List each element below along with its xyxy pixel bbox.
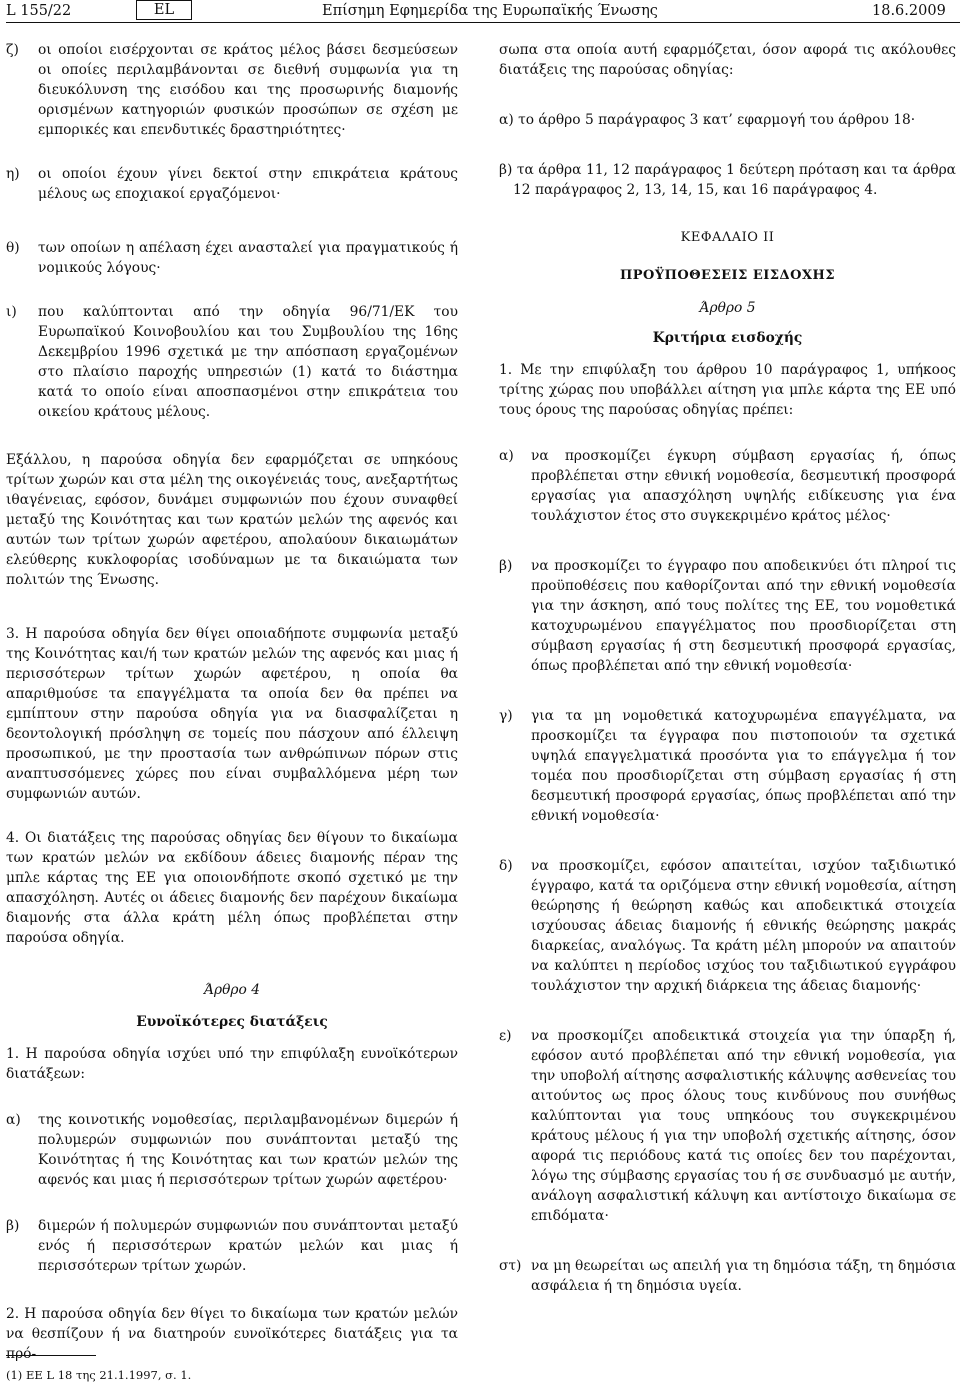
list-item-eta: η) οι οποίοι έχουν γίνει δεκτοί στην επικράτεια κράτους μέλους ως εποχιακοί εργαζόμενοι· (6, 166, 458, 202)
criterion-alpha: α) να προσκομίζει έγκυρη σύμβαση εργασίας ή, όπως προβλέπεται στην εθνική νομοθεσία, δεσμευτική προσφορά εργασίας για απασχόληση υψηλής ειδίκευσης για ένα τουλάχιστον έτος στο συγκεκριμένο κράτος μέλος· (499, 448, 956, 524)
article-5-number: Άρθρο 5 (699, 300, 756, 316)
left-column (6, 40, 458, 1386)
language-badge: EL (136, 0, 192, 20)
page-reference: L 155/22 (6, 3, 72, 19)
criterion-beta: β) να προσκομίζει το έγγραφο που αποδεικνύει ότι πληροί τις προϋποθέσεις που καθορίζονται από την εθνική νομοθεσία για την άσκηση, από τους πολίτες της ΕΕ, του νομοθετικά κατοχυρωμένου επαγγέλματος που προσδιορίζεται στη σύμβαση εργασίας ή στη δεσμευτική προσφορά εργασίας, όπως προβλέπεται από την εθνική νομοθεσία· (499, 558, 956, 674)
paragraph-4: 4. Οι διατάξεις της παρούσας οδηγίας δεν θίγουν το δικαίωμα των κρατών μελών να εκδίδουν άδειες διαμονής πέραν της μπλε κάρτας της ΕΕ για οποιονδήποτε σκοπό σχετικό με την απασχόληση. Αυτές οι άδειες διαμονής δεν παρέχουν δικαίωμα διαμονής στα άλλα κράτη μέλη όπως προβλέπεται στην παρούσα οδηγία. (6, 830, 458, 946)
header-rule (6, 22, 960, 23)
list-item-alpha: α) της κοινοτικής νομοθεσίας, περιλαμβανομένων διμερών ή πολυμερών συμφωνιών που συνάπτονται μεταξύ της Κοινότητας ή της Κοινότητας και των κρατών μελών της αφενός και μιας ή περισσότερων τρίτων χωρών αφετέρου· (6, 1112, 458, 1188)
publication-date: 18.6.2009 (872, 3, 946, 19)
paragraph-5-1: 1. Με την επιφύλαξη του άρθρου 10 παράγραφος 1, υπήκοος τρίτης χώρας που υποβάλλει αίτηση για μπλε κάρτα της ΕΕ υπό τους όρους της παρούσας οδηγίας πρέπει: (499, 362, 956, 418)
criterion-gamma: γ) για τα μη νομοθετικά κατοχυρωμένα επαγγέλματα, να προσκομίζει τα έγγραφα που πιστοποιούν τα σχετικά υψηλά επαγγελματικά προσόντα για το επάγγελμα ή τον τομέα που προσδιορίζεται στη σύμβαση εργασίας ή στη δεσμευτική προσφορά εργασίας, όπως προβλέπεται από την εθνική νομοθεσία· (499, 708, 956, 824)
list-item-iota: ι) που καλύπτονται από την οδηγία 96/71/ΕΚ του Ευρωπαϊκού Κοινοβουλίου και του Συμβουλίου της 16ης Δεκεμβρίου 1996 σχετικά με την απόσπαση εργαζομένων στο πλαίσιο παροχής υπηρεσιών (1) κατά το διάστημα κατά το οποίο είναι αποσπασμένοι στην επικράτεια του οικείου κράτους μέλους. (6, 304, 458, 420)
list-item-beta: β) διμερών ή πολυμερών συμφωνιών που συνάπτονται μεταξύ ενός ή περισσότερων κρατών μελών και μιας ή περισσότερων τρίτων χωρών. (6, 1218, 458, 1274)
continuation-text: σωπα στα οποία αυτή εφαρμόζεται, όσον αφορά τις ακόλουθες διατάξεις της παρούσας οδηγίας: (499, 42, 956, 78)
chapter-number: ΚΕΦΑΛΑΙΟ ΙΙ (680, 230, 775, 245)
list-item-zeta: ζ) οι οποίοι εισέρχονται σε κράτος μέλος βάσει δεσμεύσεων οι οποίες περιλαμβάνονται σε διεθνή συμφωνία για τη διευκόλυνση της εισόδου και της προσωρινής διαμονής ορισμένων κατηγοριών φυσικών προσώπων σε σχέση με εμπορικές και επενδυτικές δραστηριότητες· (6, 42, 458, 138)
list-item-theta: θ) των οποίων η απέλαση έχει ανασταλεί για πραγματικούς ή νομικούς λόγους· (6, 240, 458, 276)
footnote-text: ΕΕ L 18 της 21.1.1997, σ. 1. (25, 1368, 192, 1382)
criterion-epsilon: ε) να προσκομίζει αποδεικτικά στοιχεία για την ύπαρξη ή, εφόσον αυτό προβλέπεται από την εθνική νομοθεσία, για την υποβολή αίτησης ασφαλιστικής κάλυψης ασθενείας του αιτούντος ως προς όλους τους κινδύνους που συνήθως καλύπτονται για τους υπηκόους του συγκεκριμένου κράτους μέλους ή για την υποβολή σχετικής αίτησης, όσον αφορά τις περιόδους κατά τις οποίες δεν του παρέχονται, λόγω της σύμβασης εργασίας του ή σε συνδυασμό με αυτήν, ανάλογη ασφαλιστική κάλυψη και αντίστοιχο δικαίωμα σε επιδόματα· (499, 1028, 956, 1224)
provision-b: β) τα άρθρα 11, 12 παράγραφος 1 δεύτερη πρόταση και τα άρθρα 12 παράγραφος 2, 13, 14, 15, και 16 παράγραφος 4. (499, 162, 956, 198)
paragraph-3: 3. Η παρούσα οδηγία δεν θίγει οποιαδήποτε συμφωνία μεταξύ της Κοινότητας και/ή των κρατών μελών της αφενός και μιας ή περισσότερων τρίτων χωρών αφετέρου, η οποία θα απαριθμούσε τα επαγγέλματα τα οποία δεν θα πρέπει να εμπίπτουν στην παρούσα οδηγία για να διασφαλίζεται η δεοντολογική πρόσληψη σε τομείς που πάσχουν από έλλειψη προσωπικού, με την προστασία των ανθρώπινων πόρων στις αναπτυσσόμενες χώρες που είναι συμβαλλόμενα μέρη των συμφωνιών αυτών. (6, 626, 458, 802)
paragraph-4-2: 2. Η παρούσα οδηγία δεν θίγει το δικαίωμα των κρατών μελών να θεσπίζουν ή να διατηρούν ευνοϊκότερες διατάξεις για τα πρό- (6, 1306, 458, 1362)
article-4-number: Άρθρο 4 (204, 982, 260, 998)
page-header (0, 0, 960, 22)
right-column (499, 40, 956, 1318)
paragraph-4-1: 1. Η παρούσα οδηγία ισχύει υπό την επιφύλαξη ευνοϊκότερων διατάξεων: (6, 1046, 458, 1082)
footnote (6, 1368, 191, 1382)
chapter-title: ΠΡΟΫΠΟΘΕΣΕΙΣ ΕΙΣΔΟΧΗΣ (619, 268, 836, 283)
article-4-title: Ευνοϊκότερες διατάξεις (136, 1014, 328, 1030)
provision-a: α) το άρθρο 5 παράγραφος 3 κατ’ εφαρμογή του άρθρου 18· (499, 112, 916, 128)
footnote-mark: (1) (6, 1368, 23, 1382)
journal-title: Επίσημη Εφημερίδα της Ευρωπαϊκής Ένωσης (322, 3, 658, 19)
article-5-title: Κριτήρια εισδοχής (652, 330, 803, 346)
criterion-st: στ) να μη θεωρείται ως απειλή για τη δημόσια τάξη, τη δημόσια ασφάλεια ή τη δημόσια υγεία. (499, 1258, 956, 1294)
paragraph-exallou: Εξάλλου, η παρούσα οδηγία δεν εφαρμόζεται σε υπηκόους τρίτων χωρών και στα μέλη της οικογένειάς τους, ανεξαρτήτως ιθαγένειας, εφόσον, δυνάμει συμφωνιών που έχουν συναφθεί μεταξύ της Κοινότητας και των κρατών μελών της αφενός και αυτών των τρίτων χωρών αφετέρου, απολαύουν δικαιωμάτων ελεύθερης κυκλοφορίας ισοδύναμων με τα δικαιώματα των πολιτών της Ένωσης. (6, 452, 458, 588)
footnote-rule (6, 1355, 96, 1356)
criterion-delta: δ) να προσκομίζει, εφόσον απαιτείται, ισχύον ταξιδιωτικό έγγραφο, κατά τα οριζόμενα στην εθνική νομοθεσία, αίτηση θεώρησης ή θεώρηση καθώς και αποδεικτικά στοιχεία ισχύουσας άδειας διαμονής ή εθνικής θεώρησης μακράς διαρκείας, αναλόγως. Τα κράτη μέλη μπορούν να απαιτούν να καλύπτει η περίοδος ισχύος του ταξιδιωτικού εγγράφου τουλάχιστον την αρχική διάρκεια της άδειας διαμονής· (499, 858, 956, 994)
